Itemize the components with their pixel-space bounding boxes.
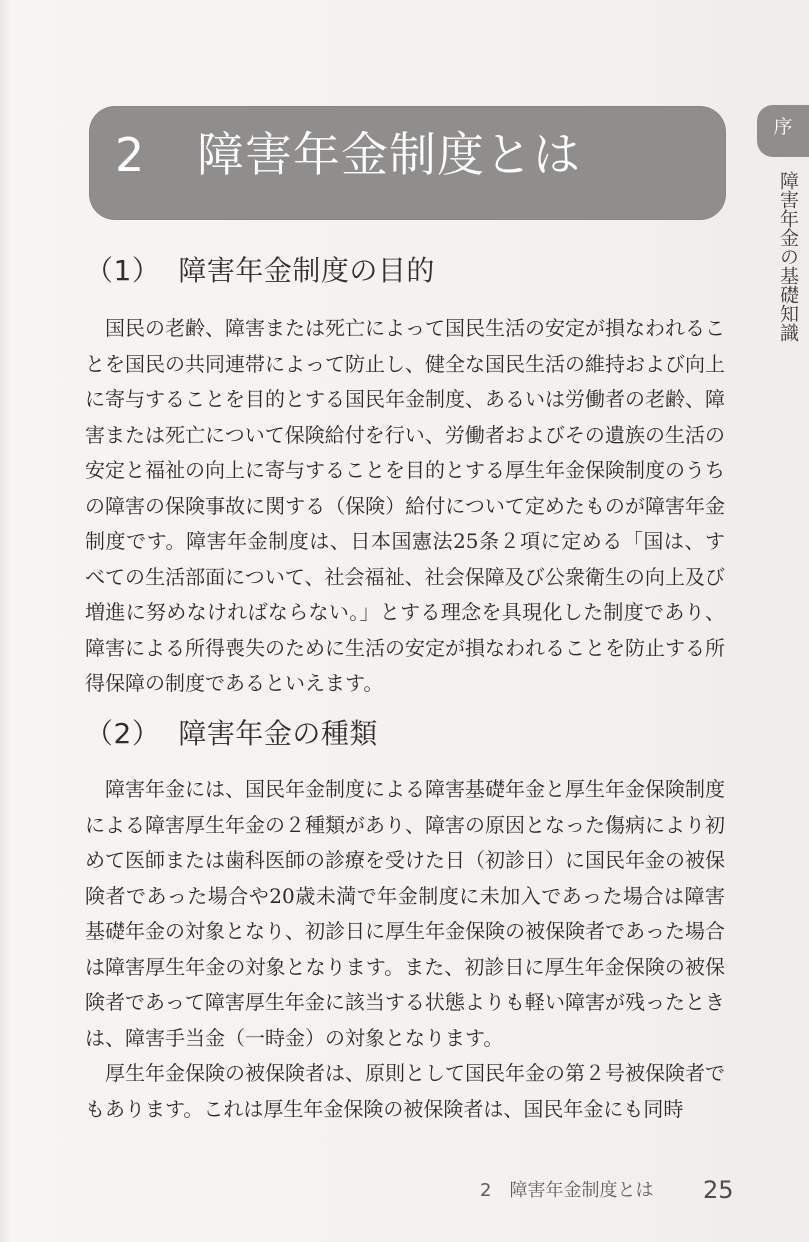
chapter-tab-label: 序	[773, 116, 793, 138]
section-title: 障害年金制度の目的	[178, 254, 435, 287]
section-number: （2）	[85, 717, 161, 750]
chapter-number: 2	[115, 128, 145, 182]
footer-section-title: 2 障害年金制度とは	[480, 1180, 654, 1201]
paragraph-3: 厚生年金保険の被保険者は、原則として国民年金の第２号被保険者でもあります。これは厚生年金保険の被保険者は、国民年金にも同時	[85, 1061, 725, 1121]
section-title: 障害年金の種類	[178, 717, 378, 750]
section-number: （1）	[85, 254, 161, 287]
section-heading-1	[85, 254, 435, 287]
paragraph-2: 障害年金には、国民年金制度による障害基礎年金と厚生年金保険制度による障害厚生年金の２種類があり、障害の原因となった傷病により初めて医師または歯科医師の診療を受けた日（初診日）に国民年金の被保険者であった場合や20歳未満で年金制度に未加入であった場合は障害基礎年金の対象となり、初診日に厚生年金保険の被保険者であった場合は障害厚生年金の対象となります。また、初診日に厚生年金保険の被保険者であって障害厚生年金に該当する状態よりも軽い障害が残ったときは、障害手当金（一時金）の対象となります。	[85, 777, 725, 1050]
chapter-title: 障害年金制度とは	[197, 128, 581, 183]
running-footer	[480, 1182, 665, 1200]
page-number: 25	[703, 1176, 734, 1204]
paragraph-1: 国民の老齢、障害または死亡によって国民生活の安定が損なわれることを国民の共同連帯によって防止し、健全な国民生活の維持および向上に寄与することを目的とする国民年金制度、あるいは労働者の老齢、障害または死亡について保険給付を行い、労働者およびその遺族の生活の安定と福祉の向上に寄与することを目的とする厚生年金保険制度のうちの障害の保険事故に関する（保険）給付について定めたものが障害年金制度です。障害年金制度は、日本国憲法25条２項に定める「国は、すべての生活部面について、社会福祉、社会保障及び公衆衛生の向上及び増進に努めなければならない。」とする理念を具現化した制度であり、障害による所得喪失のために生活の安定が損なわれることを防止する所得保障の制度であるといえます。	[85, 316, 725, 695]
page-gutter-shadow	[0, 0, 10, 1242]
section-heading-2	[85, 717, 378, 750]
side-index-label: 障害年金の基礎知識	[777, 171, 799, 342]
